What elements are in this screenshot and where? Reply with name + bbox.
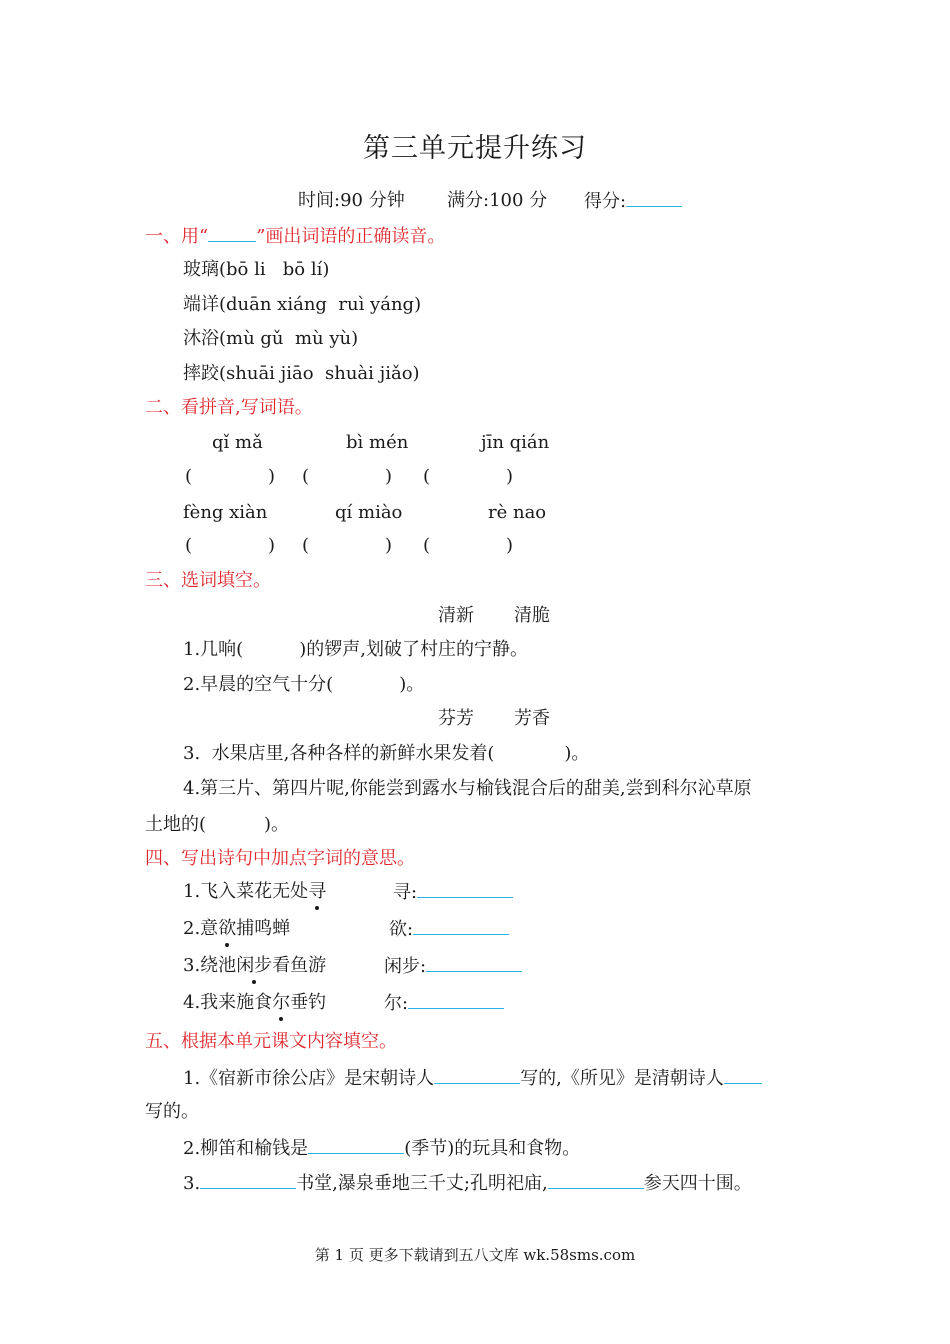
answer-blank[interactable]: [724, 1067, 762, 1084]
dotted-word: 寻: [308, 881, 327, 902]
fill-question-4-line1: 4.第三片、第四片呢,你能尝到露水与榆钱混合后的甜美,尝到科尔沁草原: [183, 778, 752, 799]
answer-paren-close: ): [385, 535, 393, 556]
content-question-2: 2.柳笛和榆钱是 (季节)的玩具和食物。: [183, 1138, 581, 1159]
answer-paren-close: ): [506, 535, 514, 556]
dotted-word: 闲步: [236, 955, 273, 976]
answer-blank[interactable]: [548, 1172, 644, 1189]
answer-blank[interactable]: [434, 1067, 520, 1084]
content-question-1-cont: 写的。: [145, 1101, 199, 1122]
fill-question-1: 1.几响( )的锣声,划破了村庄的宁静。: [183, 639, 528, 660]
answer-paren-close: ): [268, 535, 276, 556]
pinyin-item: 玻璃(bō li bō lí): [183, 259, 330, 280]
full-score-info: 满分:100 分: [447, 190, 548, 211]
pinyin-prompt: qí miào: [335, 502, 403, 523]
answer-paren-open: (: [423, 535, 431, 556]
pinyin-prompt: bì mén: [346, 432, 409, 453]
pinyin-item: 沐浴(mù gǔ mù yù): [183, 328, 359, 349]
poem-line: 3.绕池闲步看鱼游: [183, 955, 327, 976]
answer-paren-close: ): [268, 466, 276, 487]
word-choice: 清脆: [514, 605, 550, 626]
answer-paren-close: ): [506, 466, 514, 487]
meaning-field: 寻:: [393, 881, 513, 904]
pinyin-item: 摔跤(shuāi jiāo shuài jiǎo): [183, 363, 420, 384]
poem-line: 2.意欲捕鸣蝉: [183, 918, 291, 939]
answer-paren-open: (: [185, 466, 193, 487]
pinyin-prompt: qǐ mǎ: [212, 432, 263, 453]
answer-paren-open: (: [185, 535, 193, 556]
page-footer: 第 1 页 更多下载请到五八文库 wk.58sms.com: [314, 1246, 636, 1264]
dotted-word: 尔: [272, 992, 291, 1013]
pinyin-prompt: fèng xiàn: [183, 502, 268, 523]
poem-line: 4.我来施食尔垂钓: [183, 992, 327, 1013]
meaning-field: 闲步:: [384, 955, 522, 978]
poem-line: 1.飞入菜花无处寻: [183, 881, 327, 902]
meaning-blank[interactable]: [413, 918, 509, 935]
meaning-blank[interactable]: [426, 955, 522, 972]
word-choice: 芬芳: [438, 708, 474, 729]
meaning-blank[interactable]: [408, 992, 504, 1009]
word-choice: 芳香: [514, 708, 550, 729]
word-choice: 清新: [438, 605, 474, 626]
pinyin-prompt: jīn qián: [481, 432, 550, 453]
answer-paren-open: (: [423, 466, 431, 487]
page-title: 第三单元提升练习: [363, 133, 587, 164]
meaning-blank[interactable]: [417, 881, 513, 898]
sample-underline: [208, 225, 256, 242]
pinyin-item: 端详(duān xiáng ruì yáng): [183, 294, 422, 315]
section5-heading: 五、根据本单元课文内容填空。: [145, 1031, 397, 1052]
fill-question-4-line2: 土地的( )。: [145, 814, 290, 835]
time-info: 时间:90 分钟: [298, 190, 405, 211]
pinyin-prompt: rè nao: [488, 502, 547, 523]
dotted-word: 欲: [218, 918, 237, 939]
section4-heading: 四、写出诗句中加点字词的意思。: [145, 848, 415, 869]
section3-heading: 三、选词填空。: [145, 570, 271, 591]
section2-heading: 二、看拼音,写词语。: [145, 397, 313, 418]
section1-heading: 一、用“ ”画出词语的正确读音。: [145, 226, 446, 247]
answer-blank[interactable]: [308, 1137, 404, 1154]
fill-question-3: 3. 水果店里,各种各样的新鲜水果发着( )。: [183, 743, 590, 764]
answer-paren-open: (: [302, 535, 310, 556]
score-field: [584, 190, 682, 213]
content-question-1: 1.《宿新市徐公店》是宋朝诗人 写的,《所见》是清朝诗人: [183, 1067, 762, 1090]
score-label: 得分:: [584, 191, 627, 212]
meaning-field: 欲:: [389, 918, 509, 941]
fill-question-2: 2.早晨的空气十分( )。: [183, 674, 425, 695]
answer-paren-close: ): [385, 466, 393, 487]
score-blank[interactable]: [626, 190, 682, 207]
meaning-field: 尔:: [384, 992, 504, 1015]
answer-blank[interactable]: [200, 1172, 296, 1189]
content-question-3: 3. 书堂,瀑泉垂地三千丈;孔明祀庙, 参天四十围。: [183, 1173, 752, 1194]
answer-paren-open: (: [302, 466, 310, 487]
